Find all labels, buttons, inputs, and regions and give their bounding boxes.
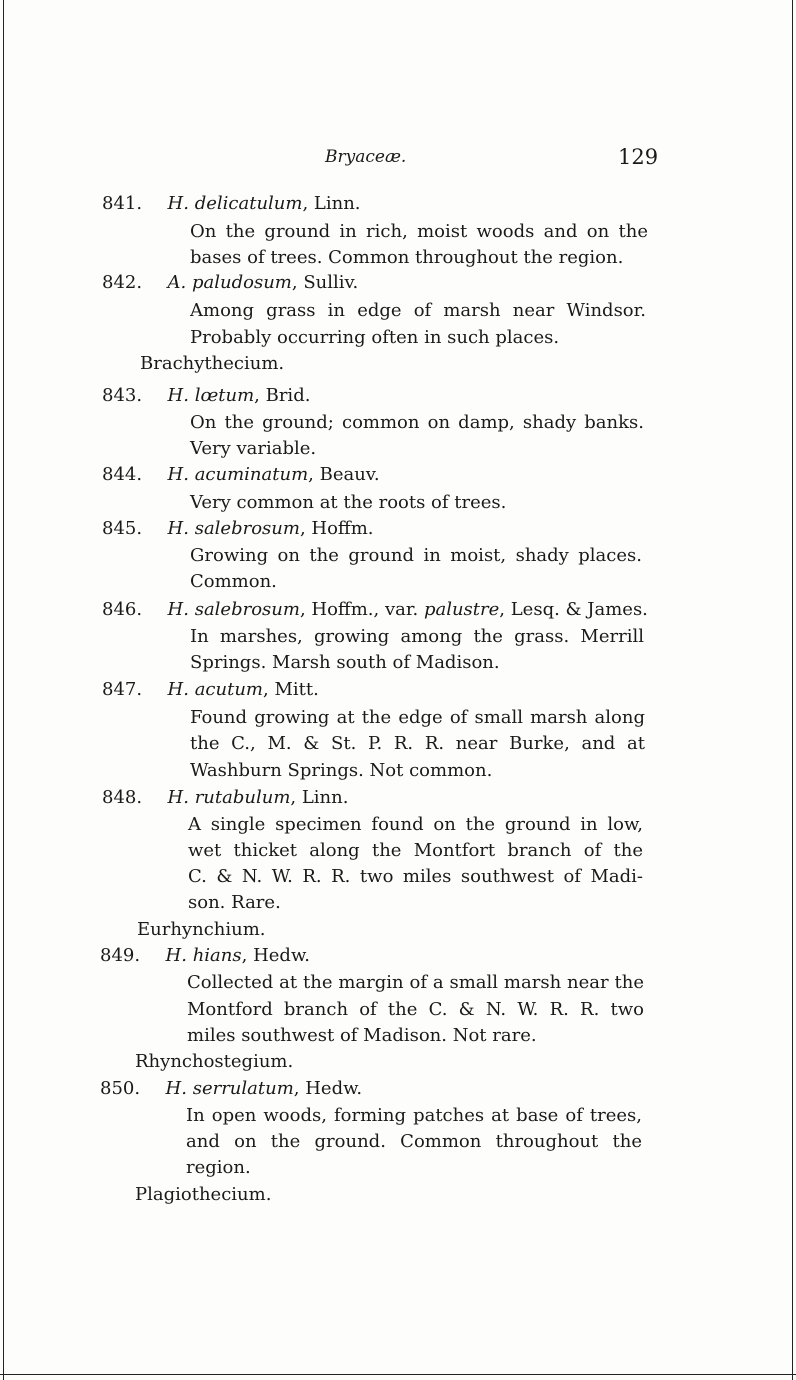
entry-text-line: C. & N. W. R. R. two miles southwest of Madi- [188,866,643,887]
species-name: rutabulum [194,787,291,808]
species-name: lœtum [194,385,255,406]
species-authority: , Linn. [302,193,361,214]
entry-text-line: On the ground in rich, moist woods and on the [190,221,648,242]
entry-text-line: Growing on the ground in moist, shady places. [190,545,642,566]
entry-heading-842 [102,270,358,296]
species-authority: , Hedw. [293,1078,363,1099]
species-name: paludosum [192,272,292,293]
genus-abbrev: H. [167,385,189,406]
species-authority: , Mitt. [263,679,319,700]
variety-authority: , Lesq. & James. [499,599,648,620]
entry-number: 848. [102,787,143,808]
genus-abbrev: H. [165,945,187,966]
entry-text-line: In marshes, growing among the grass. Merrill [190,626,644,647]
species-name: salebrosum [194,518,300,539]
genus-abbrev: H. [167,679,189,700]
section-heading: Rhynchostegium. [135,1051,294,1072]
page-edge-left [3,0,4,1380]
entry-text-line: region. [186,1157,251,1178]
page-number: 129 [618,145,659,169]
species-authority: , Hoffm., var. [299,599,419,620]
genus-abbrev: H. [167,464,189,485]
genus-abbrev: H. [167,787,189,808]
section-heading: Eurhynchium. [137,919,266,940]
entry-text-line: Found growing at the edge of small marsh along [190,707,645,728]
entry-text-line: son. Rare. [188,892,281,913]
entry-number: 850. [100,1078,141,1099]
page-edge-right [792,0,793,1380]
entry-number: 849. [100,945,141,966]
species-name: acuminatum [194,464,309,485]
variety-name: palustre [423,599,500,620]
entry-text-line: Probably occurring often in such places. [190,327,560,348]
entry-number: 847. [102,679,143,700]
entry-text-line: In open woods, forming patches at base of trees, [186,1105,642,1126]
species-name: hians [192,945,242,966]
entry-text-line: Common. [190,571,277,592]
entry-number: 842. [102,272,143,293]
entry-text-line: Among grass in edge of marsh near Windsor. [190,300,646,321]
entry-text-line: Washburn Springs. Not common. [190,760,493,781]
entry-heading-846 [102,597,648,623]
species-authority: , Brid. [254,385,311,406]
species-name: serrulatum [192,1078,294,1099]
species-authority: , Beauv. [308,464,380,485]
page-edge-bottom [0,1374,796,1375]
species-name: delicatulum [194,193,303,214]
entry-heading-847 [102,677,319,703]
entry-text-line: Montford branch of the C. & N. W. R. R. two [187,999,644,1020]
entry-number: 845. [102,518,143,539]
entry-text-line: the C., M. & St. P. R. R. near Burke, and at [190,733,645,754]
species-name: acutum [194,679,264,700]
genus-abbrev: H. [167,193,189,214]
entry-text-line: and on the ground. Common throughout the [186,1131,642,1152]
running-title: Bryaceæ. [325,147,407,167]
entry-number: 846. [102,599,143,620]
entry-number: 844. [102,464,143,485]
entry-heading-849 [100,943,310,969]
entry-heading-841 [102,191,361,217]
entry-number: 841. [102,193,143,214]
entry-heading-843 [102,383,310,409]
species-authority: , Hoffm. [299,518,374,539]
entry-heading-844 [102,462,380,488]
species-authority: , Hedw. [241,945,310,966]
entry-number: 843. [102,385,143,406]
genus-abbrev: H. [167,599,189,620]
species-authority: , Sulliv. [291,272,359,293]
entry-text-line: On the ground; common on damp, shady banks. [190,412,644,433]
entry-text-line: Springs. Marsh south of Madison. [190,652,500,673]
entry-text-line: Collected at the margin of a small marsh near the [187,972,644,993]
genus-abbrev: H. [167,518,189,539]
section-heading: Plagiothecium. [135,1184,272,1205]
entry-heading-850 [100,1076,362,1102]
genus-abbrev: A. [167,272,187,293]
entry-heading-845 [102,516,374,542]
entry-text-line: bases of trees. Common throughout the region. [190,247,624,268]
species-name: salebrosum [194,599,300,620]
entry-text-line: Very variable. [190,438,317,459]
entry-heading-848 [102,785,348,811]
section-heading: Brachythecium. [140,353,285,374]
entry-text-line: miles southwest of Madison. Not rare. [187,1025,537,1046]
genus-abbrev: H. [165,1078,187,1099]
entry-text-line: wet thicket along the Montfort branch of the [188,840,643,861]
entry-text-line: Very common at the roots of trees. [190,492,507,513]
entry-text-line: A single specimen found on the ground in low, [188,814,643,835]
species-authority: , Linn. [290,787,349,808]
